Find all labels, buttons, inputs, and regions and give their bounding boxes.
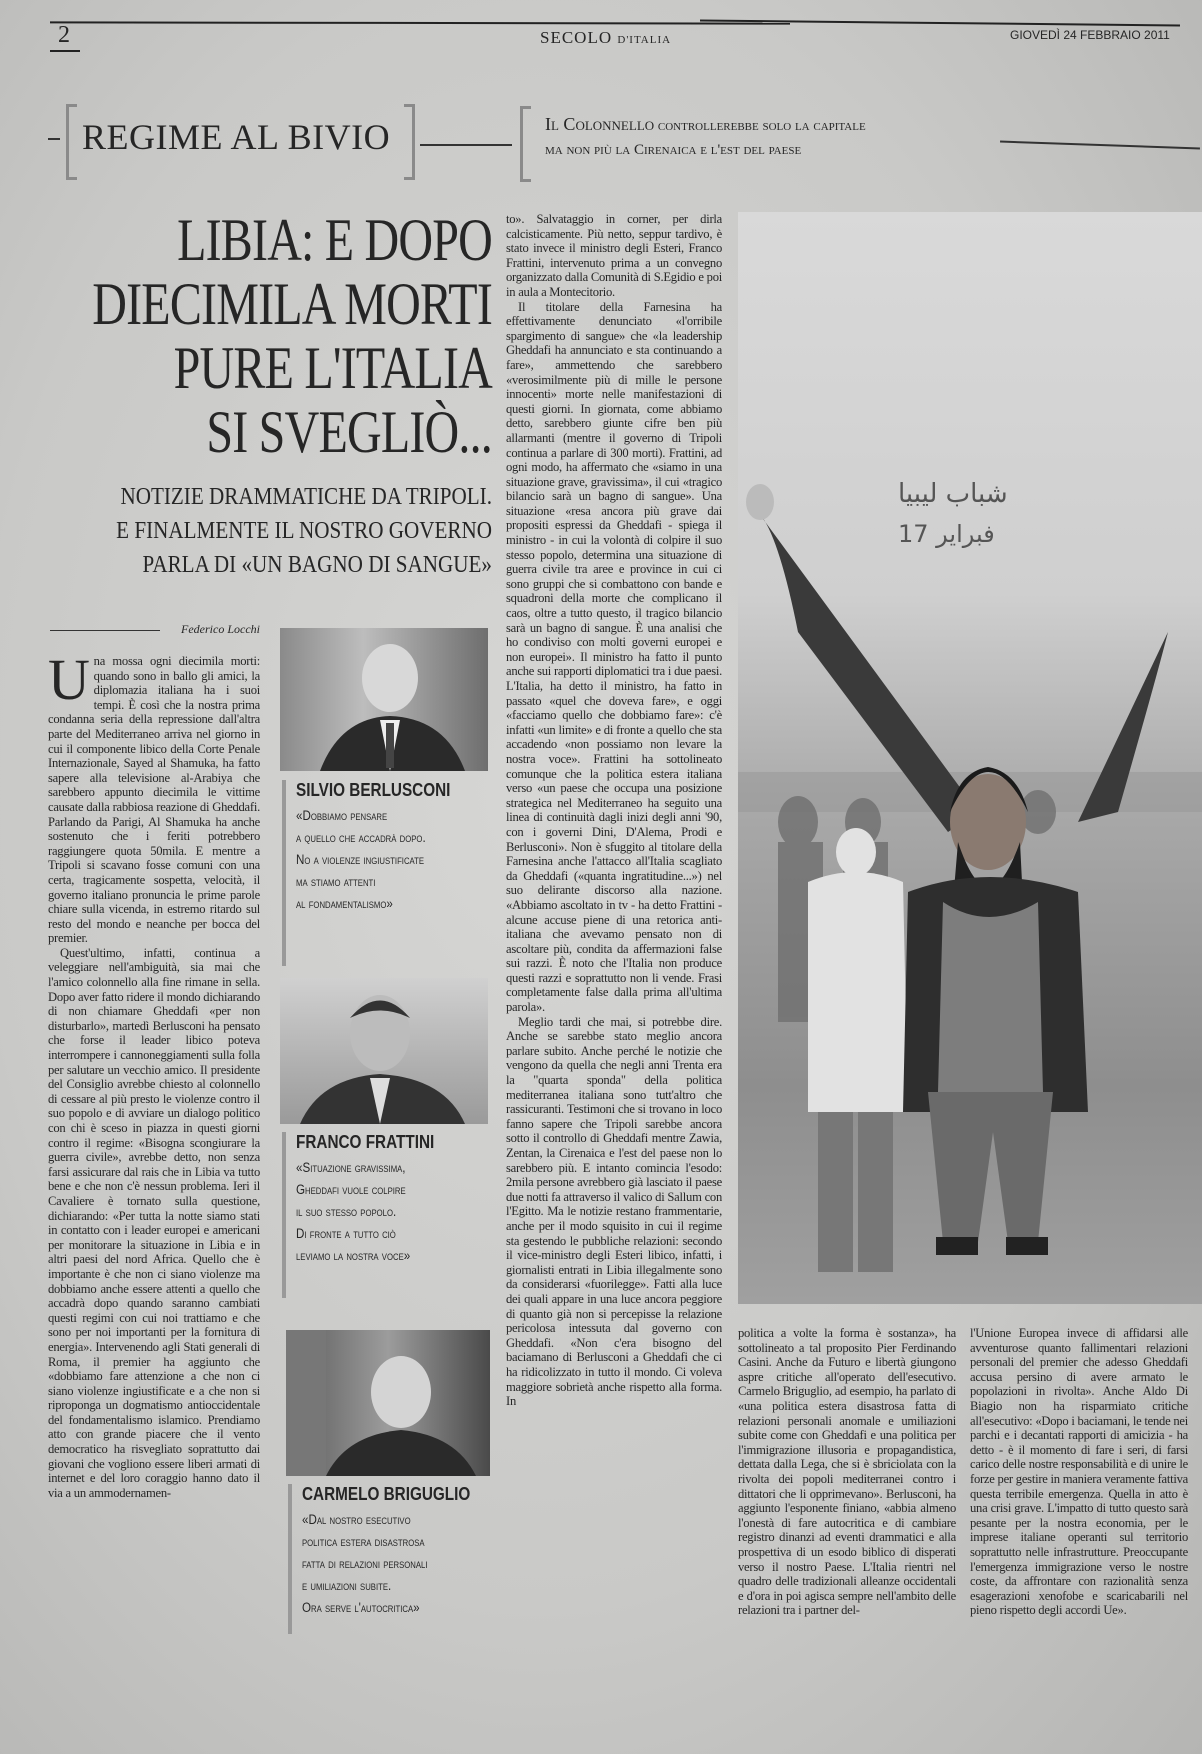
paragraph: na mossa ogni diecimila morti: quando sono in ballo gli amici, la diplomazia italiana ha i suoi tempi. È così che la nostra prima condanna seria della repressione dall'altra parte del Mediterraneo arriva nel giorno in cui il componente libico della Corte Penale Internazionale, Sayed al Shamuka, ha fatto sapere alla televisione al-Arabiya che sarebbero appunto diecimila le vittime causate dalla rabbiosa reazione di Gheddafi. Parlando da Parigi, Al Shamuka ha anche sostenuto che i feriti potrebbero raggiungere quota 50mila. E mentre a Tripoli si scavano fosse comuni con una certa, tragicamente sospetta, velocità, il governo italiano pronuncia le prime parole chiare sulla vicenda, in estremo ritardo sul resto del mondo e neanche per bocca del premier. — [48, 654, 260, 946]
quote-speaker: CARMELO BRIGUGLIO — [302, 1484, 471, 1504]
paragraph: l'Unione Europea invece di affidarsi alle avventurose quanto fallimentari relazioni personali del premier che adesso Gheddafi accusa persino di avere armato le popolazioni in rivolta». Anche Aldo Di Biagio non ha risparmiato critiche all'esecutivo: «Dopo i baciamani, le tende nei parchi e i decantati rapporti di amicizia - ha detto - è il momento di fare i seri, di farsi carico delle nostre responsabilità e di unire le forze per gestire in maniera veramente fattiva questa terribile emergenza. Quella in atto è una crisi grave. L'impatto di tutto questo sarà pesante per la nostra economia, per le imprese italiane operanti sul territorio soprattutto nelle infrastrutture. Preoccupante l'emergenza immigrazione verso le nostre coste, da affrontare con razionalità senza esagerazioni xenofobe e scaricabarili nel pieno rispetto degli accordi Ue». — [970, 1326, 1188, 1618]
subhead-line: E FINALMENTE IL NOSTRO GOVERNO — [116, 518, 492, 544]
deck-line: controllerebbe solo la capitale — [654, 118, 866, 134]
section-kicker: REGIME AL BIVIO — [82, 117, 391, 157]
handwritten-caption: 17 فبراير — [898, 520, 995, 548]
subhead-line: NOTIZIE DRAMMATICHE DA TRIPOLI. — [120, 484, 492, 510]
quote-box-berlusconi — [282, 780, 536, 966]
deck-line: ma non più la Cirenaica e l'est del paese — [545, 142, 802, 158]
masthead-subtitle: D'ITALIA — [617, 34, 672, 46]
photo-frattini — [280, 978, 488, 1124]
photo-berlusconi — [280, 628, 488, 771]
paragraph: to». Salvataggio in corner, per dirla calcisticamente. Più netto, seppur tardivo, è stato invece il ministro degli Esteri, Franco Frattini, intervenuto prima a un convegno organizzato dalla Comunità di S.Egidio e poi in aula a Montecitorio. — [506, 212, 722, 299]
headline-line: PURE L'ITALIA — [173, 335, 492, 401]
article-column-1 — [48, 654, 260, 1714]
quote-text: «Dobbiamo pensare a quello che accadrà dopo. No a violenze ingiustificate ma stiamo attenti al fondamentalismo» — [296, 808, 426, 911]
headline-line: SI SVEGLIÒ... — [206, 399, 492, 465]
photo-briguglio — [286, 1330, 490, 1476]
paragraph: Il titolare della Farnesina ha effettivamente denunciato «l'orribile spargimento di sangue» che «la leadership Gheddafi ha annunciato e sta continuando a fare», ammettendo che sarebbero «verosimilmente più di mille le persone innocenti» morte nelle manifestazioni di questi giorni. In giornata, come abbiamo detto, sarebbero giunte cifre ben più allarmanti (mentre il governo di Tripoli continua a parlare di 300 morti). Frattini, ad ogni modo, ha affermato che «siamo in una situazione grave, gravissima», il cui «tragico bilancio sarà un bagno di sangue». Una situazione «resa ancora più grave dai propositi espressi da Gheddafi - spiega il ministro - in cui la volontà di colpire il suo stesso popolo, determina una situazione di guerra civile tra aree e province in cui ci sono gruppi che si combattono con bande e squadroni della morte che complicano il caos, oltre a tutto questo, il tragico bilancio sarà un bagno di sangue. È una analisi che ho condiviso con molti governi europei e non europei». Il ministro ha fatto il punto anche sui rapporti diplomatici tra i due paesi. L'Italia, ha detto il ministro, ha fatto in passato «quel che doveva fare», e oggi «facciamo quello che dobbiamo fare»: c'è infatti «un limite» e di fronte a quello che sta accadendo «non possiamo non levare la nostra voce». Frattini ha sottolineato comunque che la politica estera italiana verso «un paese che occupa una posizione strategica nel Mediterraneo ha seguito una linea di continuità dagli inizi degli anni '90, con i governi Dini, D'Alema, Prodi e Berlusconi». Non è sfuggito al titolare della Farnesina anche l'attacco all'Italia scagliato da Gheddafi («quanta ingratitudine...») nel suo delirante discorso alla nazione. «Abbiamo ascoltato in tv - ha detto Frattini - alcune accuse piene di una retorica anti-italiana che avevamo pensato non di ascoltare più, condita da affermazioni false sui razzi. È noto che l'Italia non produce questi razzi e soprattutto non li vende. Frasi completamente false dalla prima all'ultima parola». — [506, 299, 722, 1015]
bracket — [66, 104, 77, 180]
article-column-4 — [970, 1326, 1188, 1714]
article-column-2 — [506, 212, 722, 1712]
divider — [1000, 141, 1200, 150]
article-column-3 — [738, 1326, 956, 1714]
portrait-icon — [280, 628, 488, 771]
bracket — [520, 106, 531, 182]
portrait-icon — [280, 978, 488, 1124]
headline-line: LIBIA: E DOPO — [177, 207, 492, 273]
divider — [48, 138, 60, 140]
issue-date: GIOVEDÌ 24 FEBBRAIO 2011 — [1010, 28, 1170, 42]
quote-text: «Dal nostro esecutivo politica estera disastrosa fatta di relazioni personali e umiliazioni subite. Ora serve l'autocritica» — [302, 1512, 428, 1615]
headline-line: DIECIMILA MORTI — [92, 271, 492, 337]
deck-lead: Il Colonnello — [545, 114, 655, 134]
quote-text: «Situazione gravissima, Gheddafi vuole colpire il suo stesso popolo. Di fronte a tutto ciò leviamo la nostra voce» — [296, 1160, 411, 1263]
quote-box-frattini — [282, 1132, 536, 1298]
subhead-line: PARLA DI «UN BAGNO DI SANGUE» — [142, 552, 492, 578]
quote-speaker: FRANCO FRATTINI — [296, 1132, 435, 1152]
masthead-title: SECOLO — [540, 28, 613, 47]
header-rule — [50, 21, 790, 24]
drop-cap: U — [48, 654, 90, 712]
paragraph: Meglio tardi che mai, si potrebbe dire. Anche se sarebbe stato meglio ancora parlare subito. Anche perché le notizie che vengono da quella che negli anni Trenta era la "quarta sponda" della politica mediterranea italiana sono tutt'altro che rassicuranti. Testimoni che si trovano in loco fanno sapere che Tripoli sarebbe ancora sotto il controllo di Gheddafi mentre Zawia, Zentan, la Cirenaica e l'est del paese non lo sarebbero più. E intanto comincia l'esodo: 2mila persone avrebbero già lasciato il paese due notti fa attraverso il valico di Sallum con l'Egitto. Ma le notizie restano frammentarie, anche per il modo squisito in cui il regime sta gestendo le pubbliche relazioni: secondo il vice-ministro degli Esteri libico, infatti, i giornalisti entrati in Libia illegalmente sono da considerarsi «fuorilegge». Fatti alla luce dei quali appare in una luce ancora peggiore di quanto già non si percepisse la relazione pericolosa intessuta dal governo con Gheddafi. «Non c'era bisogno del baciamano di Berlusconi a Gheddafi che ci ha ridicolizzato in tutto il mondo. Ci voleva maggiore sobrietà anche rispetto alla forma. In — [506, 1014, 722, 1409]
paragraph: politica a volte la forma è sostanza», ha sottolineato a tal proposito Pier Ferdinando Casini. Anche da Futuro e libertà giungono aspre critiche all'operato dell'esecutivo. Carmelo Briguglio, ad esempio, ha parlato di «una politica estera disastrosa fatta di relazioni personali anomale e umiliazioni subite come con Gheddafi e una politica per l'immigrazione illusoria e propagandistica, dettata dalla Lega, che si è sbriciolata con la rivolta dei popoli mediterranei contro i dittatori che li opprimevano». Berlusconi, ha aggiunto l'esponente finiano, «abbia almeno l'onestà di fare autocritica e di cambiare registro dinanzi ad eventi drammatici e alla prospettiva di un esodo biblico di disperati verso il nostro Paese. L'Italia rientri nel quadro delle tradizionali alleanze occidentali e d'ora in poi agisca sempre nell'ambito delle relazioni tra i partner del- — [738, 1326, 956, 1618]
page-number: 2 — [58, 22, 70, 48]
quote-box-briguglio — [288, 1484, 542, 1634]
headline — [0, 208, 492, 464]
bracket — [404, 104, 415, 180]
protester-photo-icon — [738, 212, 1202, 1304]
author-name: Federico Locchi — [181, 622, 260, 636]
quote-speaker: SILVIO BERLUSCONI — [296, 780, 451, 800]
masthead — [540, 28, 671, 48]
subheadline — [0, 480, 492, 582]
paragraph: Quest'ultimo, infatti, continua a veleggiare nell'ambiguità, sia mai che l'amico colonnello alla fine rimane in sella. Dopo aver fatto ridere il mondo dichiarando di non chiamare Gheddafi «per non disturbarlo», martedì Berlusconi ha pensato che forse il leader libico poteva interrompere i cannoneggiamenti sulla folla per salutare un vecchio amico. Il presidente del Consiglio avrebbe chiesto al colonnello di cessare al più presto le violenze contro il suo popolo e di avviare un dialogo politico con chi è sceso in piazza in questi giorni contro il regime: «Bisogna scongiurare la guerra civile», avrebbe detto, non senza farsi assicurare dal rais che in Libia va tutto bene e che non c'è nessun problema. Ieri il Cavaliere è tornato sulla questione, dichiarando: «Per tutta la notte siamo stati in contatto con i leader europei e americani per monitorare la situazione in Libia e in altri paesi del nord Africa. Quello che è importante è che non ci siano violenze ma dobbiamo anche essere attenti a quello che accadrà dopo quando saranno cambiati questi regimi con cui noi trattiamo e che sono per noi importanti per la fornitura di energia». Intervenendo agli Stati generali di Roma, il premier ha aggiunto che «dobbiamo fare attenzione a che non ci siano violenze ingiustificate e a che non si riproponga un dogmatismo antioccidentale del fondamentalismo islamico. Prendiamo atto con grande piacere che il vento democratico ha risvegliato soprattutto dai giovani che vogliono essere liberi armati di internet e del loro coraggio hanno dato il via a un ammodernamen- — [48, 945, 260, 1500]
portrait-icon — [286, 1330, 490, 1476]
section-deck — [545, 112, 866, 162]
divider — [50, 50, 80, 52]
byline — [50, 622, 260, 637]
divider — [420, 144, 512, 146]
handwritten-caption: شباب ليبيا — [898, 479, 1008, 509]
main-photo-libyan-protester — [738, 212, 1202, 1304]
